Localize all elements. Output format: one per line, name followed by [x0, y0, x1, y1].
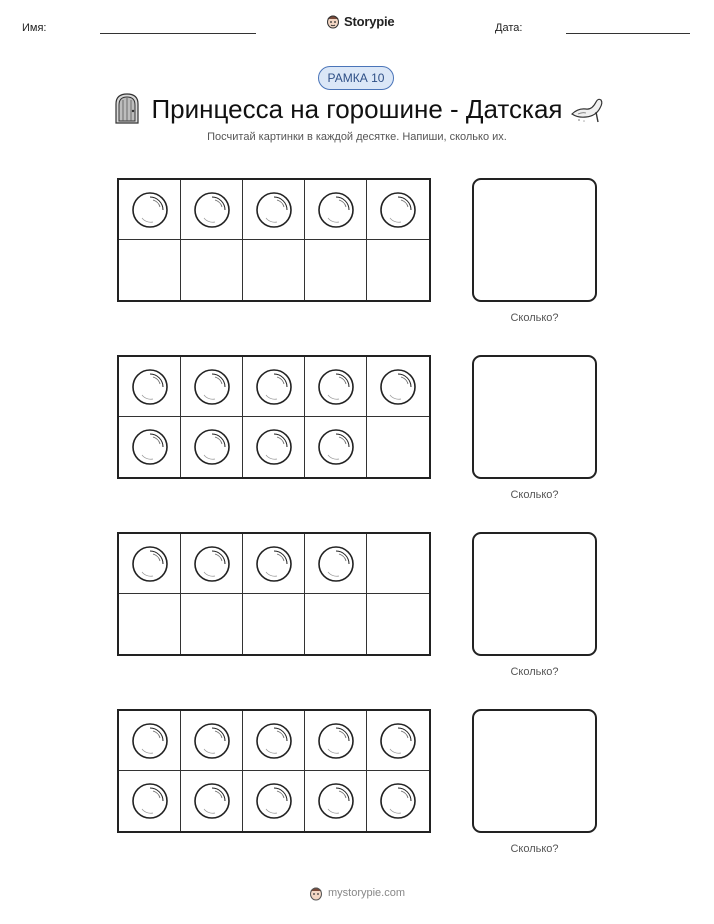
ten-frame-cell — [119, 180, 181, 240]
pea-icon — [131, 368, 169, 406]
ten-frame — [117, 178, 431, 302]
name-label: Имя: — [22, 22, 47, 34]
ten-frame-cell — [367, 711, 429, 771]
ten-frame-cell — [305, 534, 367, 594]
ten-frame — [117, 709, 431, 833]
pea-icon — [255, 722, 293, 760]
pea-icon — [317, 782, 355, 820]
pea-icon — [193, 782, 231, 820]
pea-icon — [255, 191, 293, 229]
ten-frame-cell — [181, 240, 243, 300]
footer-site: mystorypie.com — [327, 887, 406, 899]
answer-box[interactable] — [472, 532, 597, 656]
answer-label: Сколько? — [510, 489, 559, 501]
pea-icon — [317, 191, 355, 229]
pea-icon — [131, 545, 169, 583]
ten-frame-cell — [367, 240, 429, 300]
ten-frame-cell — [367, 417, 429, 477]
ten-frame-cell — [367, 180, 429, 240]
pea-icon — [317, 428, 355, 466]
page-title: Принцесса на горошине - Датская — [151, 94, 563, 124]
pea-icon — [131, 191, 169, 229]
ten-frame-cell — [119, 711, 181, 771]
ten-frame-cell — [119, 357, 181, 417]
pea-icon — [379, 191, 417, 229]
ten-frame-cell — [119, 240, 181, 300]
answer-box[interactable] — [472, 709, 597, 833]
pea-icon — [379, 722, 417, 760]
ten-frame-cell — [367, 357, 429, 417]
brand-name: Storypie — [344, 13, 395, 29]
ten-frame-cell — [367, 534, 429, 594]
ten-frame-cell — [119, 417, 181, 477]
ten-frame-cell — [305, 417, 367, 477]
ten-frame-cell — [243, 240, 305, 300]
pea-icon — [131, 722, 169, 760]
ten-frame-cell — [305, 240, 367, 300]
pea-icon — [379, 368, 417, 406]
ten-frame-cell — [181, 357, 243, 417]
ten-frame-cell — [181, 180, 243, 240]
ten-frame-cell — [305, 594, 367, 654]
glass-slipper-icon — [570, 94, 604, 124]
answer-box[interactable] — [472, 178, 597, 302]
ten-frame-cell — [181, 594, 243, 654]
ten-frame-cell — [181, 534, 243, 594]
pea-icon — [193, 428, 231, 466]
storypie-mascot-icon — [309, 885, 323, 901]
ten-frame-cell — [305, 180, 367, 240]
pea-icon — [317, 722, 355, 760]
pea-icon — [193, 368, 231, 406]
ten-frame-cell — [119, 771, 181, 831]
ten-frame-cell — [181, 771, 243, 831]
answer-label: Сколько? — [510, 666, 559, 678]
answer-label: Сколько? — [510, 843, 559, 855]
pea-icon — [131, 428, 169, 466]
ten-frame-cell — [243, 594, 305, 654]
ten-frame-cell — [243, 357, 305, 417]
pea-icon — [131, 782, 169, 820]
pea-icon — [193, 722, 231, 760]
ten-frame-cell — [181, 711, 243, 771]
pea-icon — [317, 368, 355, 406]
pea-icon — [379, 782, 417, 820]
ten-frame-cell — [367, 771, 429, 831]
ten-frame-cell — [181, 417, 243, 477]
pea-icon — [255, 782, 293, 820]
date-line[interactable] — [566, 33, 690, 34]
ten-frame-cell — [367, 594, 429, 654]
answer-label: Сколько? — [510, 312, 559, 324]
name-line[interactable] — [100, 33, 256, 34]
ten-frame-cell — [305, 711, 367, 771]
date-label: Дата: — [495, 22, 523, 34]
pea-icon — [255, 368, 293, 406]
answer-box[interactable] — [472, 355, 597, 479]
ten-frame-cell — [243, 417, 305, 477]
ten-frame-cell — [305, 357, 367, 417]
ten-frame — [117, 355, 431, 479]
pea-icon — [193, 191, 231, 229]
pea-icon — [193, 545, 231, 583]
ten-frame-cell — [119, 534, 181, 594]
ten-frame — [117, 532, 431, 656]
pea-icon — [255, 428, 293, 466]
ten-frame-cell — [243, 771, 305, 831]
ten-frame-cell — [119, 594, 181, 654]
footer — [0, 885, 714, 901]
storypie-mascot-icon — [326, 13, 340, 29]
ten-frame-cell — [243, 711, 305, 771]
pea-icon — [255, 545, 293, 583]
ten-frame-cell — [243, 534, 305, 594]
ten-frame-cell — [305, 771, 367, 831]
frame-badge: РАМКА 10 — [318, 66, 394, 90]
brand-logo — [326, 13, 394, 29]
pea-icon — [317, 545, 355, 583]
instructions: Посчитай картинки в каждой десятке. Напиши, сколько их. — [207, 131, 507, 143]
ten-frame-cell — [243, 180, 305, 240]
